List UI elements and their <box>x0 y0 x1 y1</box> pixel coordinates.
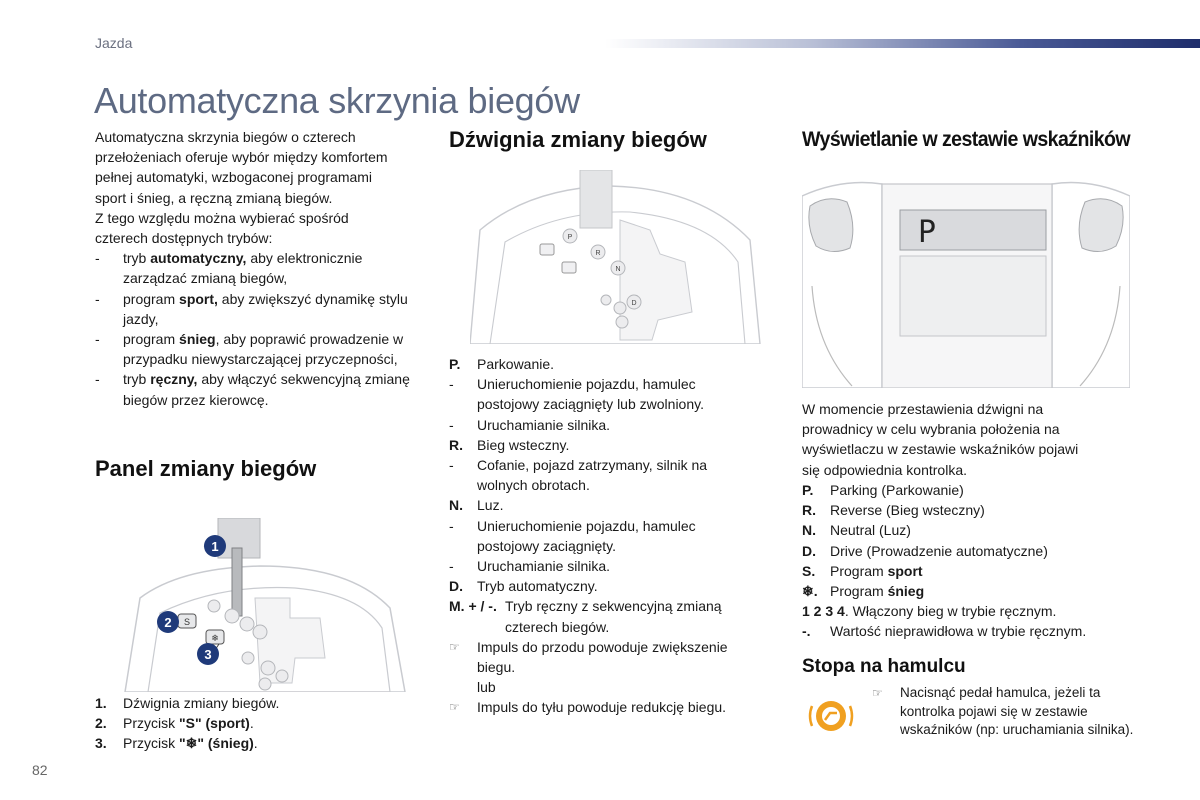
panel-legend <box>95 693 415 754</box>
indicator-item: D. Drive (Prowadzenie automatyczne) <box>802 542 1048 559</box>
gear-lever-heading: Dźwignia zmiany biegów <box>449 127 707 152</box>
legend-item: 1. Dźwignia zmiany biegów. <box>95 695 280 711</box>
display-intro-line: wyświetlaczu w zestawie wskaźników pojawi <box>802 441 1079 458</box>
tip-item: ☞ Impuls do tyłu powoduje redukcję biegu. <box>449 697 759 717</box>
invalid-value-item: -. Wartość nieprawidłowa w trybie ręcznym. <box>802 623 1087 640</box>
foot-on-brake-warning-icon <box>806 696 856 741</box>
tip-item: lub <box>477 679 496 696</box>
panel-heading: Panel zmiany biegów <box>95 456 317 481</box>
gear-lever-illustration <box>470 170 770 344</box>
brake-tip <box>872 684 1137 740</box>
gear-item: P. Parkowanie. <box>449 356 555 372</box>
indicator-item: R. Reverse (Bieg wsteczny) <box>802 502 985 519</box>
gear-item: R. Bieg wsteczny. <box>449 436 570 453</box>
intro-text <box>95 127 415 410</box>
display-heading: Wyświetlanie w zestawie wskaźników <box>802 128 1131 151</box>
gear-panel-illustration <box>120 518 410 692</box>
hand-pointer-icon: ☞ <box>449 639 460 654</box>
section-label: Jazda <box>95 35 133 51</box>
intro-line: pełnej automatyki, wzbogaconej programami <box>95 169 373 186</box>
page-number: 82 <box>32 762 48 778</box>
callout-3 <box>196 642 220 671</box>
svg-text:S: S <box>183 617 191 627</box>
gear-item: - Uruchamianie silnika. <box>449 558 611 575</box>
callout-1 <box>203 534 227 563</box>
svg-text:P: P <box>567 234 573 241</box>
svg-text:1: 1 <box>211 539 219 554</box>
gear-item: - Uruchamianie silnika. <box>449 416 611 433</box>
gear-item: - Cofanie, pojazd zatrzymany, silnik na wolnych obrotach. <box>449 457 708 494</box>
display-intro-line: prowadnicy w celu wybrania położenia na <box>802 421 1060 438</box>
gear-item: N. Luz. <box>449 497 504 514</box>
indicator-item: ❄. Program śnieg <box>802 583 925 600</box>
brake-heading: Stopa na hamulcu <box>802 656 966 677</box>
display-intro-line: się odpowiednia kontrolka. <box>802 461 967 478</box>
legend-item: 3. Przycisk "❄" (śnieg). <box>95 735 258 752</box>
svg-text:2: 2 <box>164 615 172 630</box>
intro-line: Automatyczna skrzynia biegów o czterech <box>95 129 356 145</box>
legend-item: 2. Przycisk "S" (sport). <box>95 715 254 732</box>
hand-pointer-icon: ☞ <box>449 700 460 715</box>
hand-pointer-icon: ☞ <box>872 686 883 700</box>
indicator-item: S. Program sport <box>802 562 923 579</box>
display-intro <box>802 399 1132 480</box>
manual-mode-item: M. + / -. Tryb ręczny z sekwencyjną zmianą czterech biegów. <box>449 598 722 635</box>
header-accent-bar <box>605 39 1200 48</box>
gear-number-item: 1 2 3 4. Włączony bieg w trybie ręcznym. <box>802 603 1057 620</box>
mode-item-snow: - program śnieg, aby poprawić prowadzenie w przypadku niewystarczającej przyczepności, <box>95 331 404 368</box>
svg-text:D: D <box>631 300 637 307</box>
svg-text:N: N <box>615 266 621 273</box>
display-intro-line: W momencie przestawienia dźwigni na <box>802 401 1044 417</box>
gear-positions-list <box>449 354 759 718</box>
gear-item: - Unieruchomienie pojazdu, hamulec postojowy zaciągnięty lub zwolniony. <box>449 376 704 413</box>
indicator-item: P. Parking (Parkowanie) <box>802 482 964 498</box>
intro-line: Z tego względu można wybierać spośród <box>95 209 349 226</box>
intro-line: przełożeniach oferuje wybór między komfortem <box>95 149 388 166</box>
callout-2 <box>156 610 180 639</box>
svg-text:P: P <box>918 215 937 250</box>
mode-item-sport: - program sport, aby zwiększyć dynamikę stylu jazdy, <box>95 290 408 327</box>
svg-text:R: R <box>595 250 601 257</box>
indicator-item: N. Neutral (Luz) <box>802 522 911 539</box>
intro-line: sport i śnieg, a ręczną zmianą biegów. <box>95 189 333 206</box>
svg-text:3: 3 <box>204 647 212 662</box>
intro-line: czterech dostępnych trybów: <box>95 230 273 247</box>
gear-item: - Unieruchomienie pojazdu, hamulec postojowy zaciągnięty. <box>449 517 696 554</box>
display-indicators-list <box>802 480 1132 642</box>
mode-item-manual: - tryb ręczny, aby włączyć sekwencyjną zmianę biegów przez kierowcę. <box>95 371 410 408</box>
brake-tip-item: ☞ Nacisnąć pedał hamulca, jeżeli ta kontrolka pojawi się w zestawie wskaźników (np: uruchamiania silnika). <box>872 684 1137 740</box>
tip-item: ☞ Impuls do przodu powoduje zwiększenie biegu. <box>449 637 759 677</box>
svg-text:❄: ❄ <box>211 634 219 644</box>
page-title: Automatyczna skrzynia biegów <box>94 80 580 121</box>
instrument-cluster-illustration <box>802 176 1130 388</box>
gear-item: D. Tryb automatyczny. <box>449 578 598 595</box>
mode-item-automatic: - tryb automatyczny, aby elektronicznie zarządzać zmianą biegów, <box>95 250 363 287</box>
